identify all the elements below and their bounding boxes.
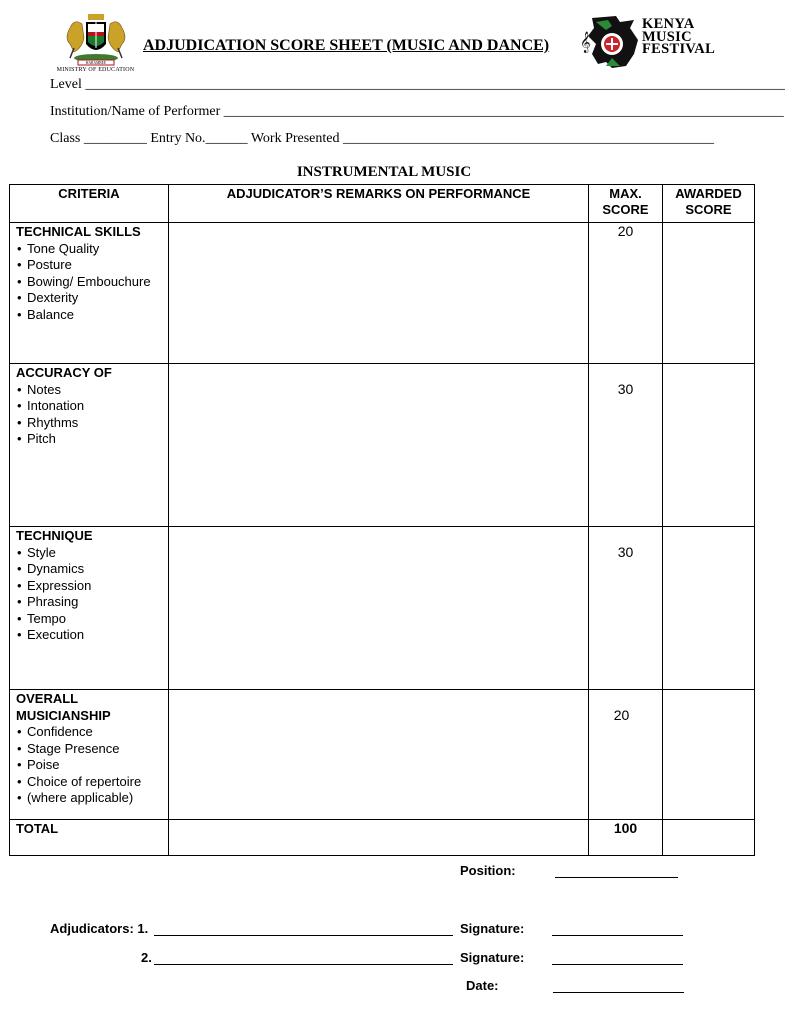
score-table: [9, 184, 755, 856]
position-label: Position:: [460, 863, 516, 878]
awarded-score-cell[interactable]: [663, 527, 755, 690]
remarks-cell[interactable]: [169, 223, 589, 364]
total-remarks-cell[interactable]: [169, 820, 589, 856]
festival-logo-text: [642, 18, 715, 56]
adjudicator-1-label: Adjudicators: 1.: [50, 921, 149, 936]
criteria-item: • Dynamics: [16, 561, 168, 578]
svg-text:HARAMBEE: HARAMBEE: [85, 61, 107, 66]
col-criteria: CRITERIA: [10, 185, 169, 223]
max-score-cell: 30: [589, 527, 663, 690]
adjudicator-1-line[interactable]: [154, 935, 453, 936]
criteria-item: • Rhythms: [16, 415, 168, 432]
awarded-score-cell[interactable]: [663, 223, 755, 364]
signature-1-label: Signature:: [460, 921, 525, 936]
ministry-label: MINISTRY OF EDUCATION: [56, 67, 135, 73]
max-score-cell: 30: [589, 364, 663, 527]
criteria-cell: [10, 690, 169, 820]
work-presented-label: Work Presented: [250, 131, 340, 146]
criteria-item: • Choice of repertoire: [16, 774, 168, 791]
svg-text:𝄞: 𝄞: [580, 32, 591, 53]
criteria-heading: TECHNICAL SKILLS: [16, 224, 141, 239]
criteria-item: • Tempo: [16, 611, 168, 628]
kenya-music-festival-logo: [576, 14, 642, 70]
criteria-cell: [10, 223, 169, 364]
criteria-cell: [10, 527, 169, 690]
logo-line-music: MUSIC: [642, 28, 692, 45]
col-max-score: MAX. SCORE: [589, 185, 663, 223]
criteria-item: • Expression: [16, 578, 168, 595]
table-row: [10, 223, 755, 364]
institution-label: Institution/Name of Performer: [50, 104, 221, 119]
criteria-item: • Dexterity: [16, 290, 168, 307]
criteria-item: • Bowing/ Embouchure: [16, 274, 168, 291]
criteria-item: • Notes: [16, 382, 168, 399]
awarded-score-cell[interactable]: [663, 364, 755, 527]
level-field[interactable]: Level ____________________________________________________________________________________________________: [50, 77, 785, 92]
criteria-item: • (where applicable): [16, 790, 168, 807]
remarks-cell[interactable]: [169, 690, 589, 820]
total-awarded-cell[interactable]: [663, 820, 755, 856]
criteria-item: • Phrasing: [16, 594, 168, 611]
max-score-cell: 20: [589, 223, 663, 364]
level-label: Level: [50, 77, 82, 92]
section-title: INSTRUMENTAL MUSIC: [296, 164, 472, 180]
criteria-item: • Poise: [16, 757, 168, 774]
awarded-score-cell[interactable]: [663, 690, 755, 820]
class-label: Class: [50, 131, 81, 146]
adjudicator-2-line[interactable]: [154, 964, 453, 965]
signature-2-line[interactable]: [552, 964, 683, 965]
max-score-cell: 20: [589, 690, 663, 820]
table-header-row: [10, 185, 755, 223]
criteria-item: • Execution: [16, 627, 168, 644]
criteria-item: • Tone Quality: [16, 241, 168, 258]
signature-1-line[interactable]: [552, 935, 683, 936]
criteria-heading: OVERALL MUSICIANSHIP: [16, 691, 111, 723]
date-line[interactable]: [553, 992, 684, 993]
criteria-cell: [10, 364, 169, 527]
criteria-heading: ACCURACY OF: [16, 365, 112, 380]
signature-2-label: Signature:: [460, 950, 525, 965]
page-title: ADJUDICATION SCORE SHEET (MUSIC AND DANCE): [143, 37, 550, 54]
adjudicator-2-label: 2.: [141, 950, 152, 965]
criteria-item: • Stage Presence: [16, 741, 168, 758]
remarks-cell[interactable]: [169, 527, 589, 690]
logo-line-kenya: KENYA: [642, 16, 695, 32]
criteria-item: • Balance: [16, 307, 168, 324]
criteria-item: • Posture: [16, 257, 168, 274]
criteria-item: • Intonation: [16, 398, 168, 415]
col-remarks: ADJUDICATOR’S REMARKS ON PERFORMANCE: [169, 185, 589, 223]
remarks-cell[interactable]: [169, 364, 589, 527]
table-row: [10, 527, 755, 690]
total-max-score: 100: [589, 820, 663, 856]
criteria-heading: TECHNIQUE: [16, 528, 93, 543]
table-row: [10, 690, 755, 820]
position-line[interactable]: [555, 877, 678, 878]
criteria-item: • Confidence: [16, 724, 168, 741]
date-label: Date:: [466, 978, 499, 993]
logo-line-festival: FESTIVAL: [642, 41, 716, 57]
table-row: [10, 364, 755, 527]
institution-field[interactable]: Institution/Name of Performer ________________________________________________________________________________: [50, 104, 784, 119]
total-row: [10, 820, 755, 856]
criteria-item: • Pitch: [16, 431, 168, 448]
entry-no-label: Entry No.: [150, 131, 206, 146]
class-entry-work-field[interactable]: Class _________ Entry No.______ Work Presented _____________________________________________________: [50, 131, 714, 146]
total-label: TOTAL: [10, 820, 169, 856]
criteria-item: • Style: [16, 545, 168, 562]
col-awarded-score: AWARDED SCORE: [663, 185, 755, 223]
